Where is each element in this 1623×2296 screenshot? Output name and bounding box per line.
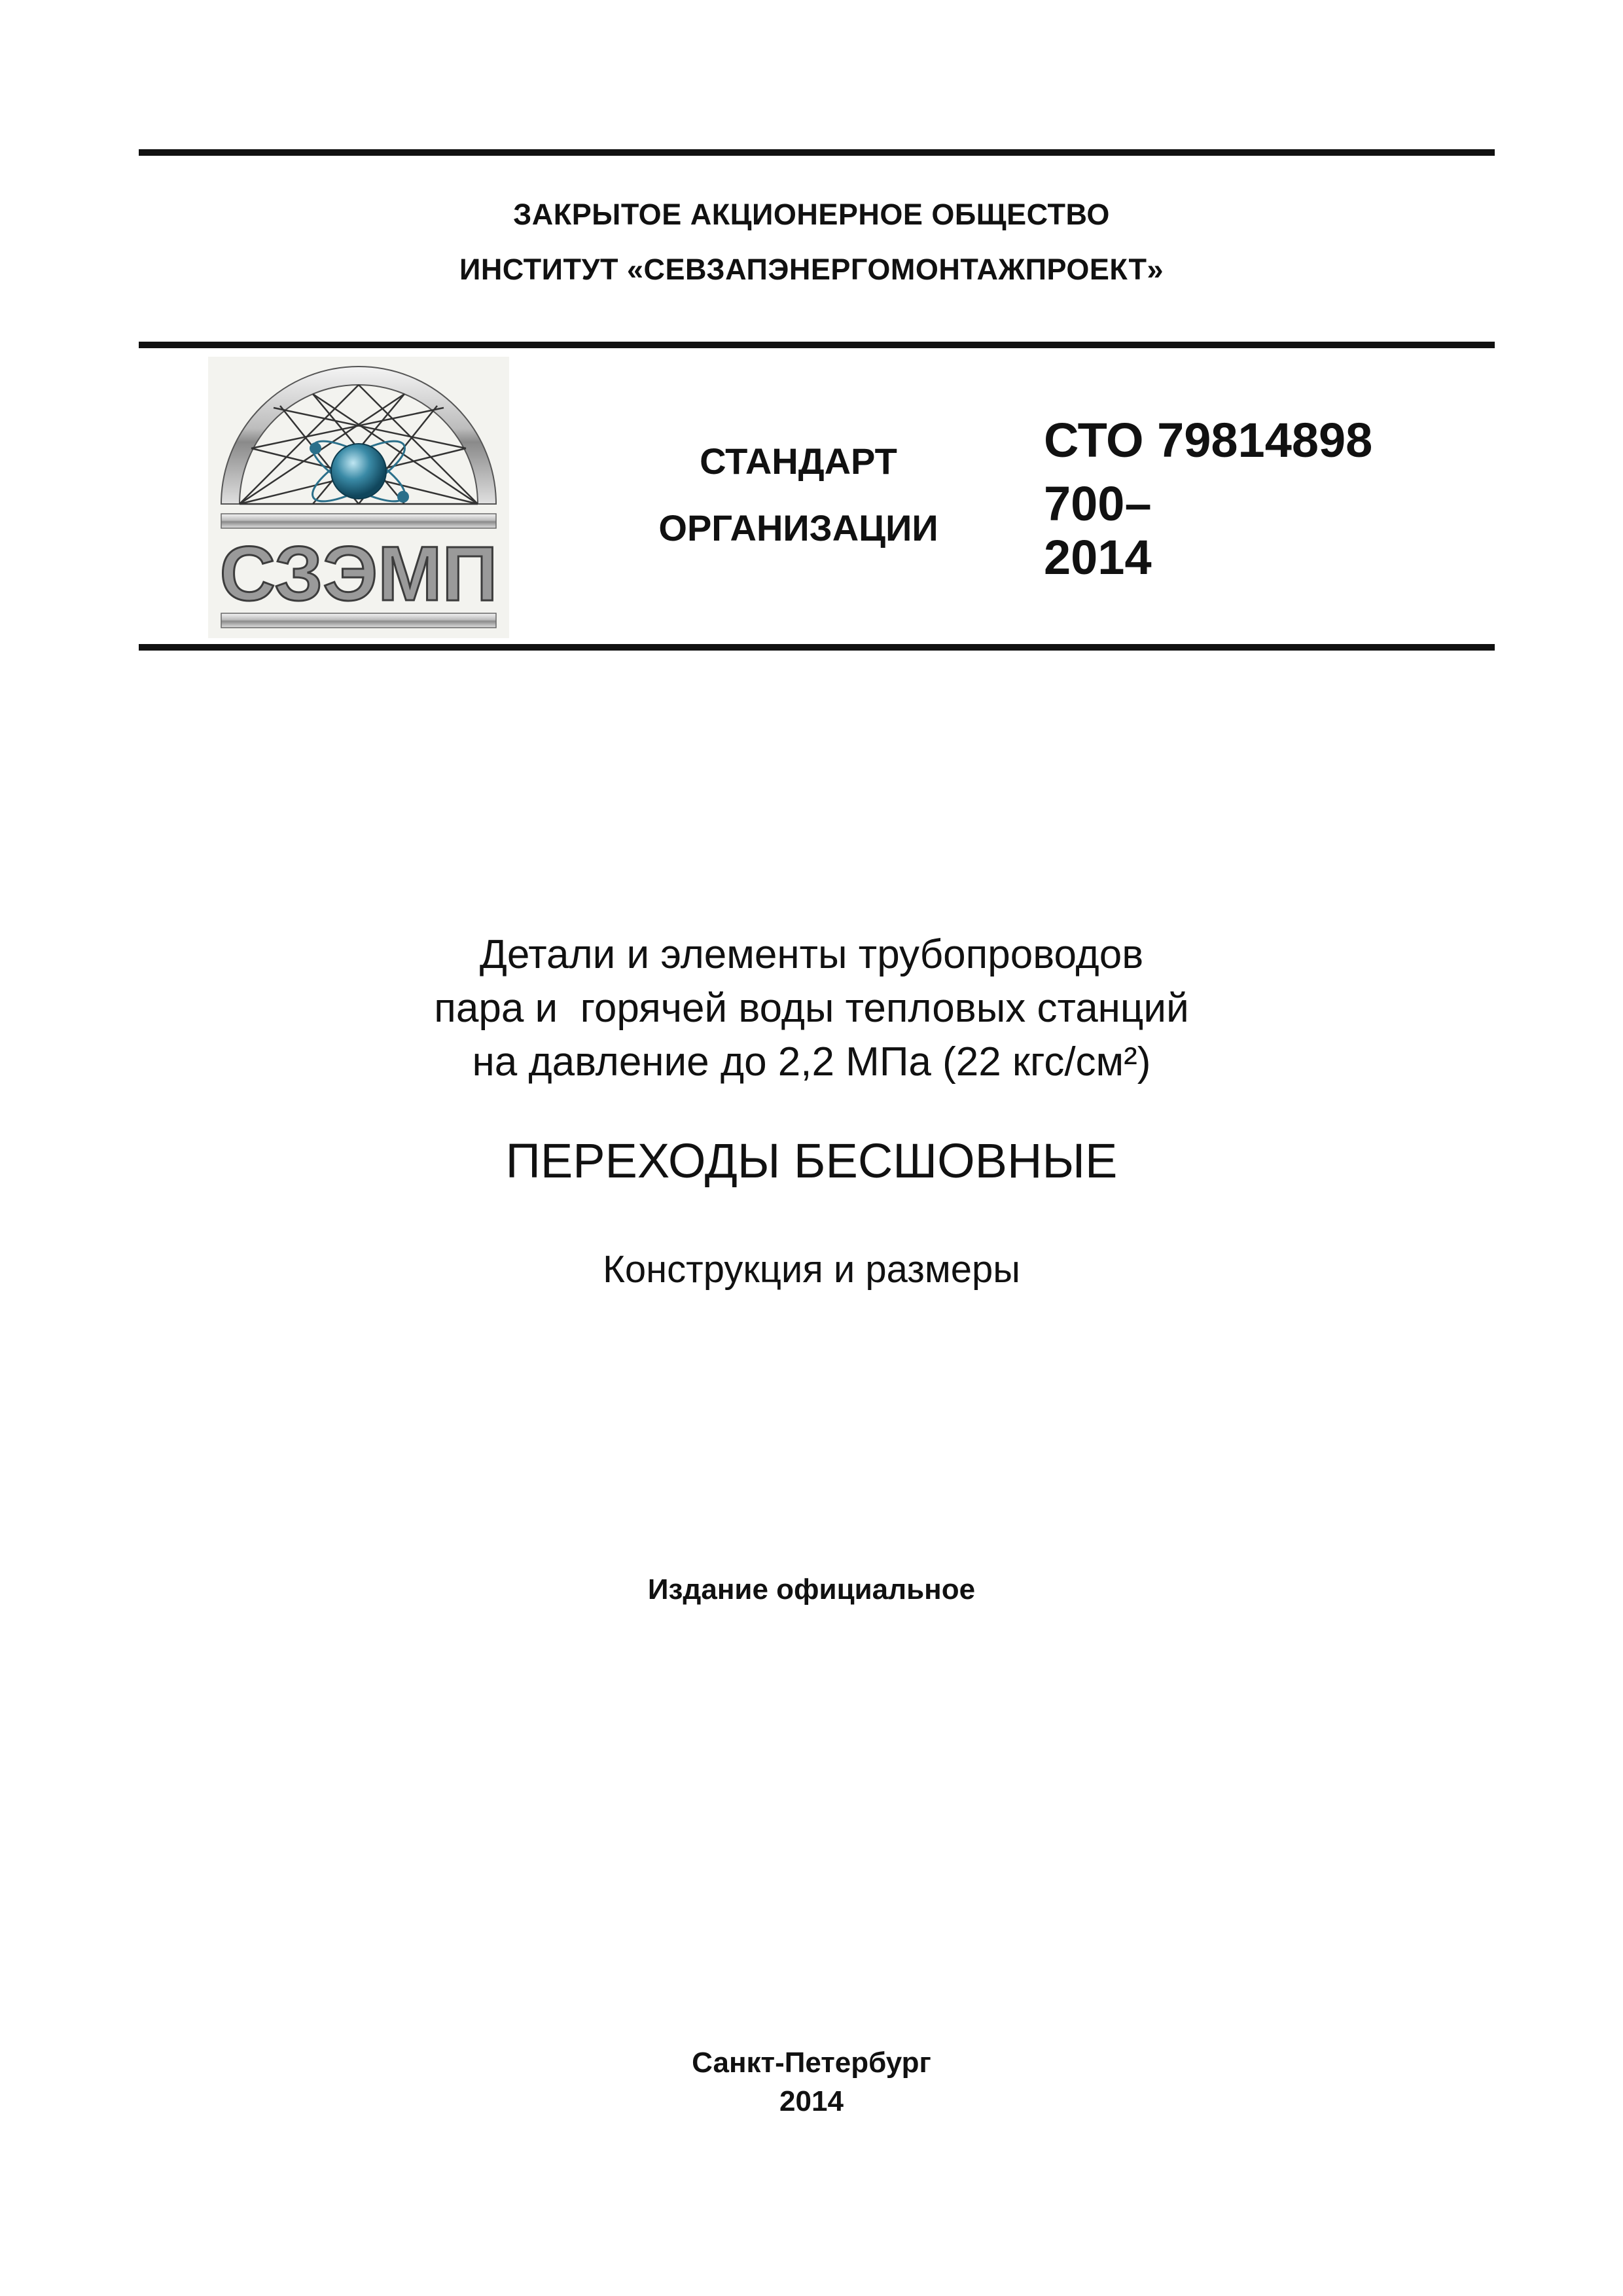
organization-name: ЗАКРЫТОЕ АКЦИОНЕРНОЕ ОБЩЕСТВО [513, 198, 1110, 231]
document-subtitle: Конструкция и размеры [603, 1248, 1020, 1291]
document-title-3: на давление до 2,2 МПа (22 кгс/см²) [472, 1039, 1151, 1085]
standard-label-2: ОРГАНИЗАЦИИ [658, 507, 938, 548]
edition-label: Издание официальное [647, 1573, 976, 1605]
standard-number-1: СТО 79814898 [1044, 413, 1373, 467]
logo-text: СЗЭМП [219, 531, 498, 617]
organization-institute: ИНСТИТУТ «СЕВЗАПЭНЕРГОМОНТАЖПРОЕКТ» [459, 253, 1164, 286]
bottom-header-rule [139, 644, 1495, 651]
top-rule [139, 149, 1495, 156]
publication-year: 2014 [779, 2085, 844, 2117]
standard-label-1: СТАНДАРТ [700, 440, 897, 482]
document-subject: ПЕРЕХОДЫ БЕСШОВНЫЕ [505, 1134, 1118, 1188]
standard-number-3: 2014 [1044, 530, 1152, 584]
document-title-2: пара и горячей воды тепловых станций [434, 986, 1189, 1031]
header-rule [139, 342, 1495, 348]
standard-number-2: 700– [1044, 476, 1152, 531]
document-title-1: Детали и элементы трубопроводов [479, 932, 1144, 977]
publication-city: Санкт-Петербург [692, 2047, 931, 2079]
szemp-logo [208, 357, 509, 638]
